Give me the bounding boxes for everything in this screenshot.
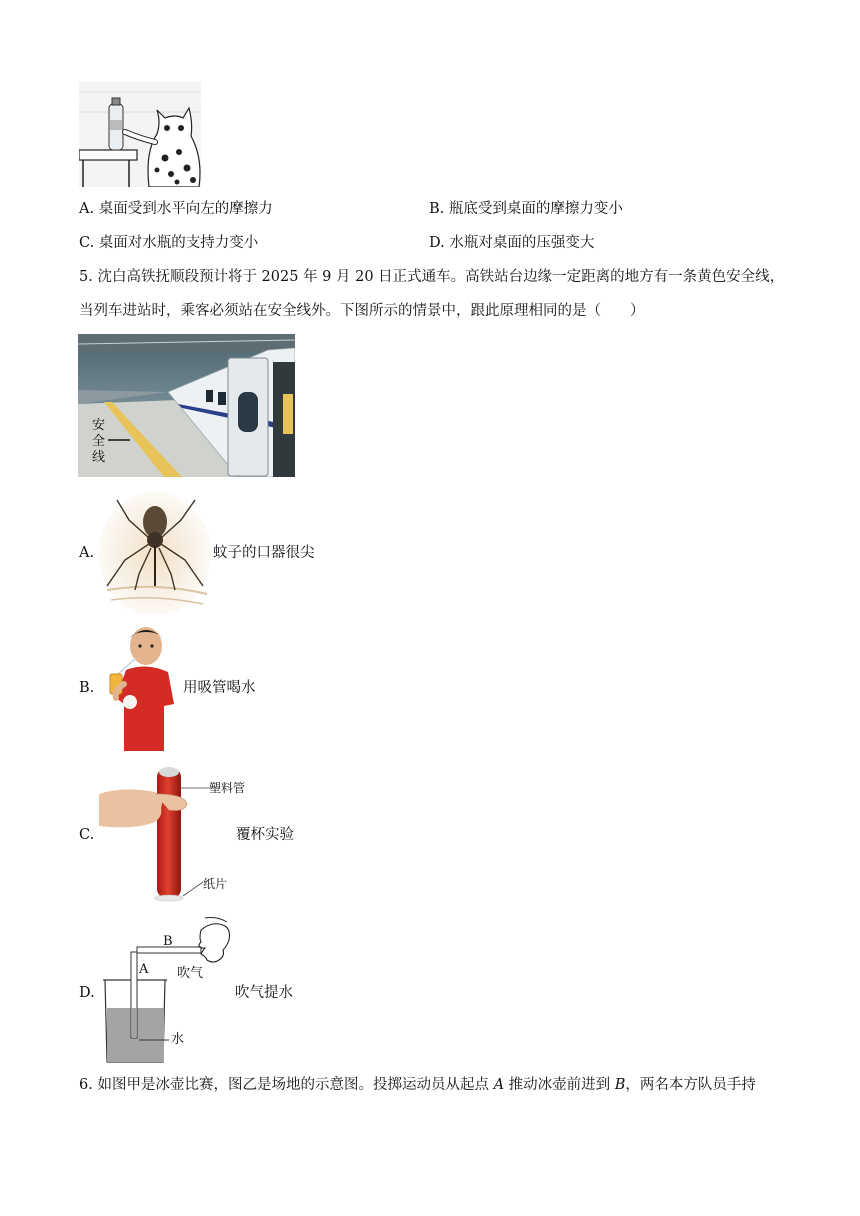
plastic-tube-label: 塑料管 — [209, 781, 246, 795]
q6-stem: 6. 如图甲是冰壶比赛，图乙是场地的示意图。投掷运动员从起点 A 推动冰壶前进到 B，两名本方队员手持 — [79, 1077, 756, 1093]
tube-a-label: A — [139, 962, 149, 977]
q4-option-a: A. 桌面受到水平向左的摩擦力 — [79, 201, 273, 217]
q5-option-d-letter: D. — [79, 985, 95, 1001]
q4-option-d: D. 水瓶对桌面的压强变大 — [429, 235, 595, 251]
q5-option-c-letter: C. — [79, 827, 95, 843]
safety-line-label: 安 全 线 — [92, 418, 106, 465]
boy-straw-figure — [106, 624, 176, 751]
q5-option-b-caption: 用吸管喝水 — [183, 680, 256, 696]
train-station-figure — [78, 334, 295, 477]
q5-option-a-letter: A. — [79, 545, 95, 561]
paper-label: 纸片 — [203, 877, 228, 891]
q5-option-c-caption: 覆杯实验 — [236, 827, 294, 843]
water-label: 水 — [171, 1032, 185, 1047]
q4-option-c: C. 桌面对水瓶的支持力变小 — [79, 235, 259, 251]
tube-b-label: B — [163, 934, 173, 949]
cat-bottle-figure — [79, 82, 201, 187]
q5-stem-line2: 当列车进站时，乘客必须站在安全线外。下图所示的情景中，跟此原理相同的是（ ） — [79, 303, 645, 319]
plastic-tube-figure — [99, 764, 244, 904]
blowing-water-figure — [101, 916, 236, 1066]
q5-stem-line1: 5. 沈白高铁抚顺段预计将于 2025 年 9 月 20 日正式通车。高铁站台边缘一定距离的地方有一条黄色安全线， — [79, 269, 785, 285]
q5-option-a-caption: 蚊子的口器很尖 — [213, 545, 315, 561]
blow-label: 吹气 — [177, 966, 204, 981]
q4-option-b: B. 瓶底受到桌面的摩擦力变小 — [429, 201, 623, 217]
q5-option-b-letter: B. — [79, 680, 95, 696]
mosquito-figure — [99, 490, 211, 614]
q5-option-d-caption: 吹气提水 — [235, 985, 293, 1001]
